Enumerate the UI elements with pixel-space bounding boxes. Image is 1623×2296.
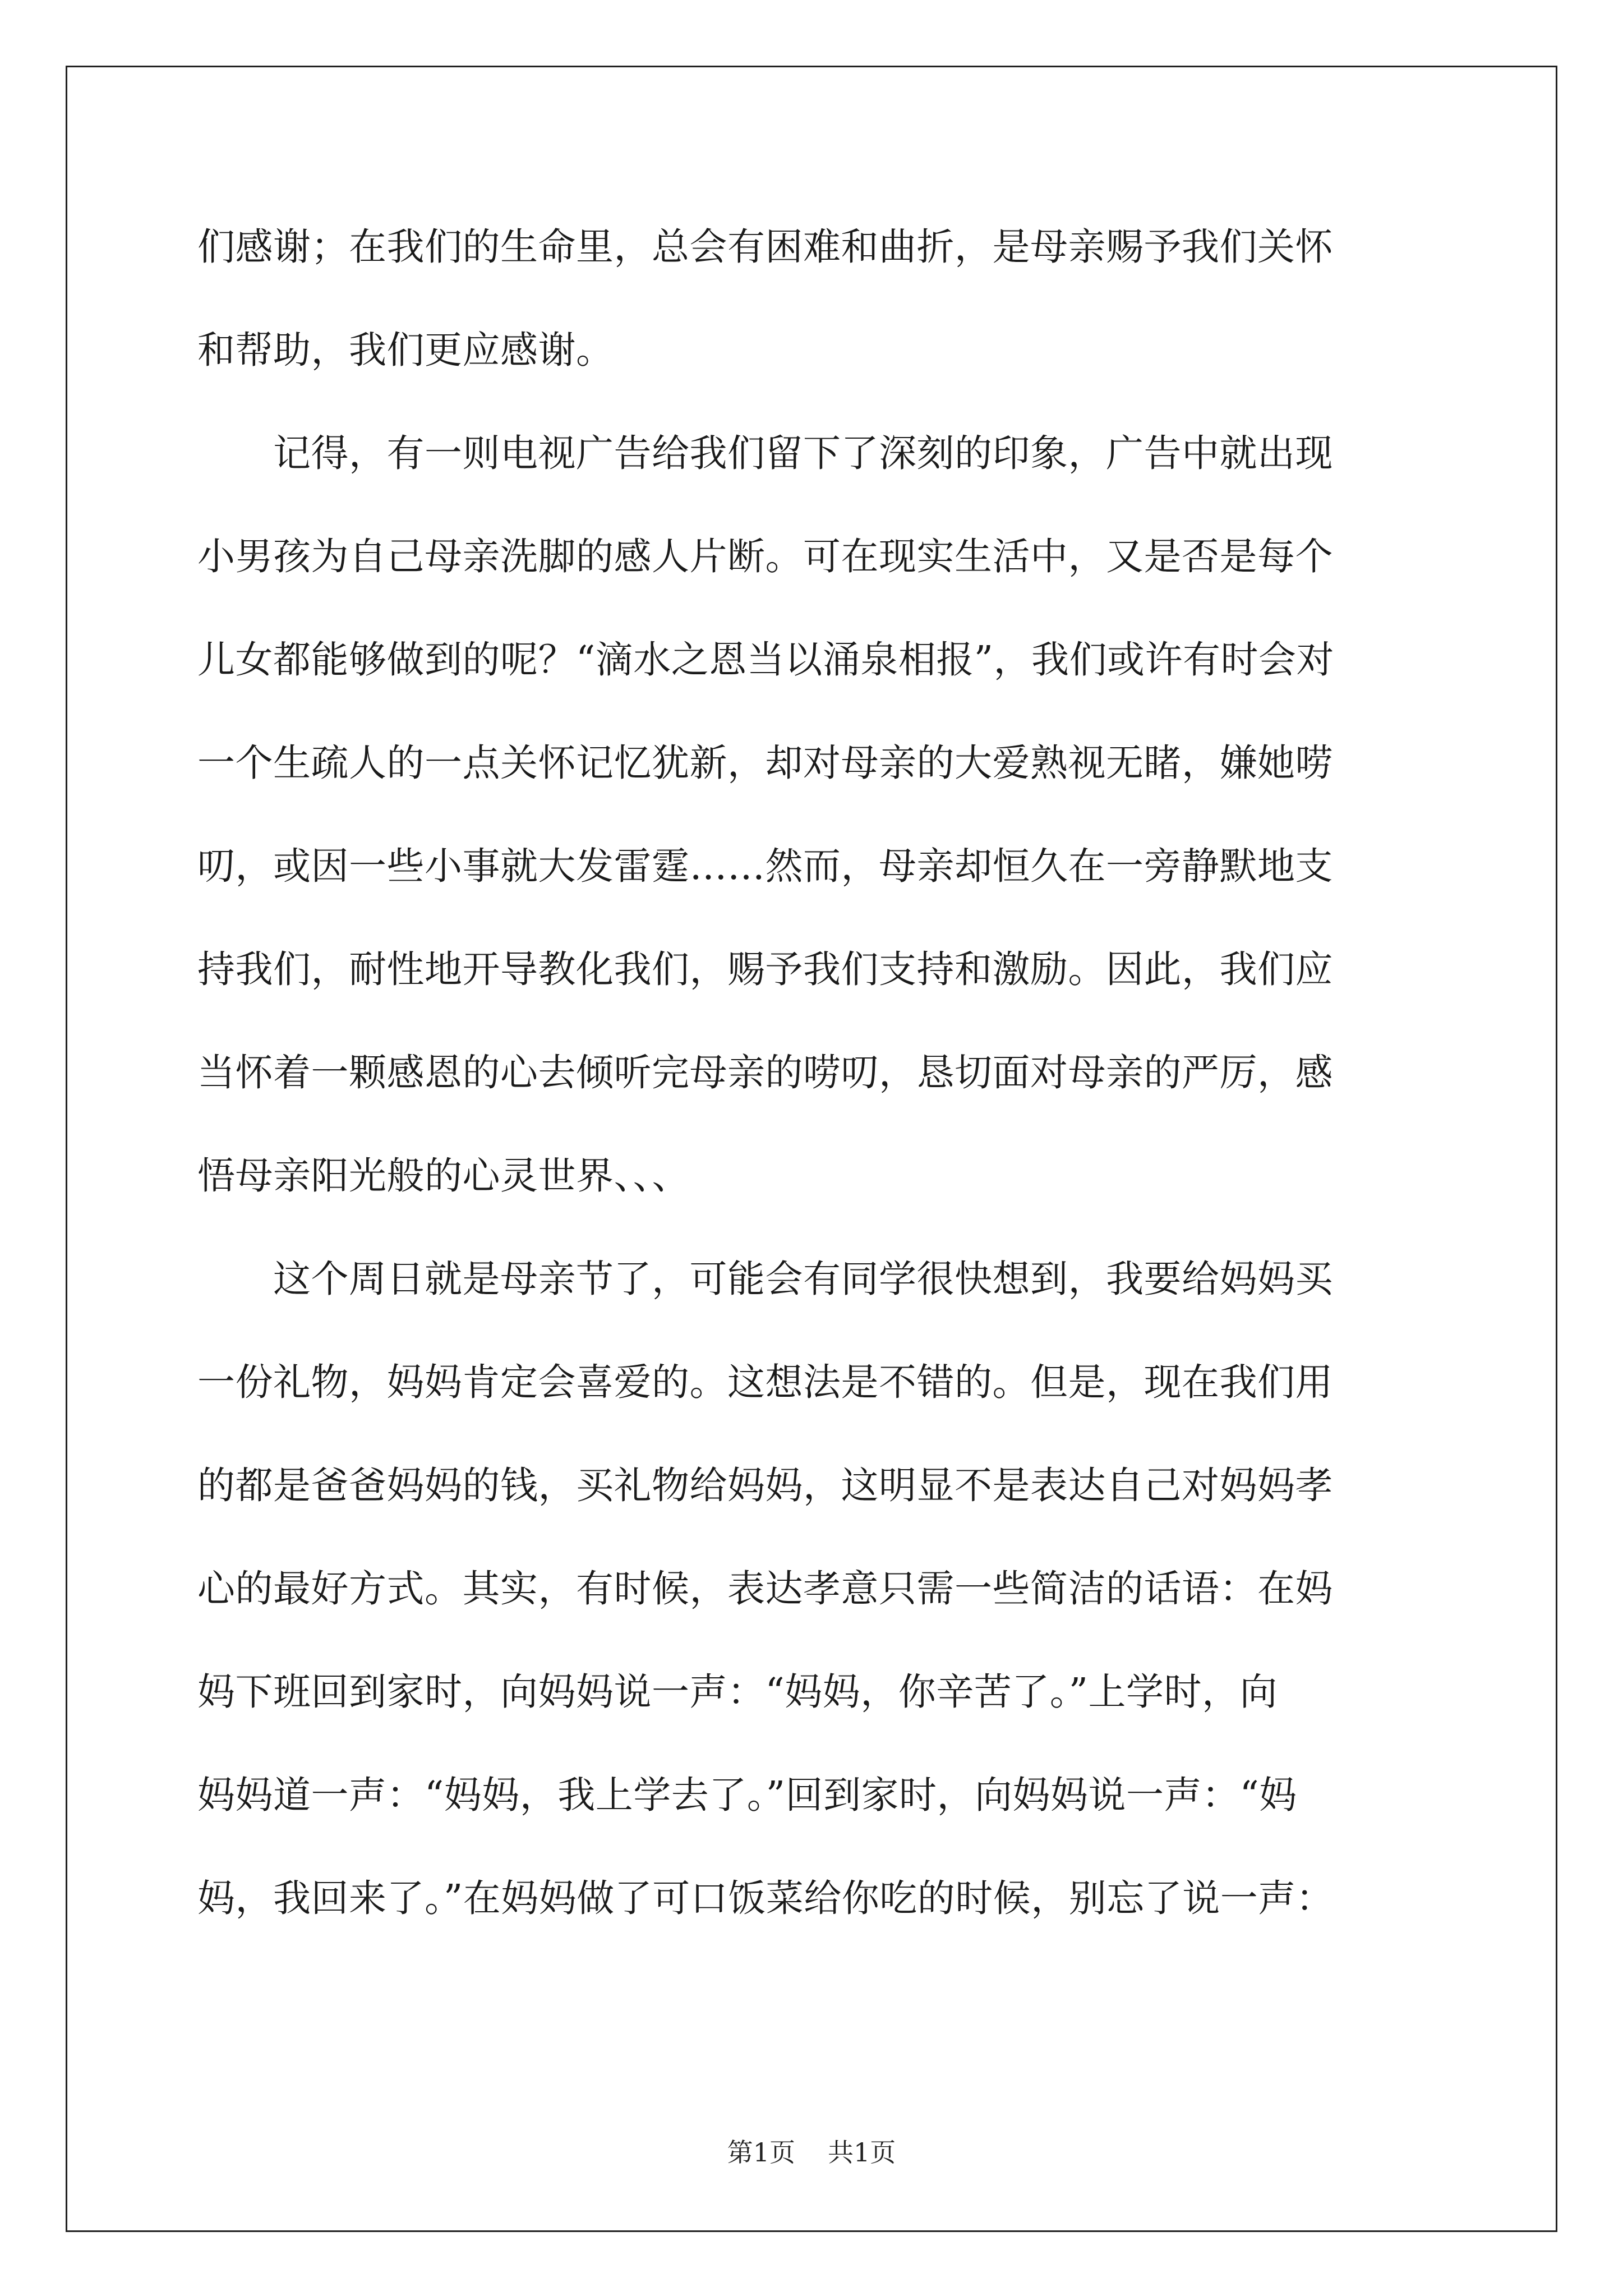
text-line: 们感谢；在我们的生命里，总会有困难和曲折，是母亲赐予我们关怀 [197,225,1333,269]
text-line: 当怀着一颗感恩的心去倾听完母亲的唠叨，恳切面对母亲的严厉，感 [197,1051,1333,1094]
text-line: 这个周日就是母亲节了，可能会有同学很快想到，我要给妈妈买 [197,1257,1333,1301]
page-footer [0,2136,1623,2169]
text-line: 叨，或因一些小事就大发雷霆……然而，母亲却恒久在一旁静默地支 [197,844,1333,888]
text-line: 一个生疏人的一点关怀记忆犹新，却对母亲的大爱熟视无睹，嫌她唠 [197,741,1333,785]
document-body [197,219,1426,1973]
text-line: 心的最好方式。其实，有时候，表达孝意只需一些简洁的话语：在妈 [197,1567,1333,1611]
text-line: 儿女都能够做到的呢？“滴水之恩当以涌泉相报”，我们或许有时会对 [197,638,1335,682]
text-line: 持我们，耐性地开导教化我们，赐予我们支持和激励。因此，我们应 [197,947,1333,991]
text-line: 妈下班回到家时，向妈妈说一声：“妈妈，你辛苦了。”上学时，向 [197,1670,1278,1714]
text-line: 一份礼物，妈妈肯定会喜爱的。这想法是不错的。但是，现在我们用 [197,1360,1333,1404]
text-line: 悟母亲阳光般的心灵世界、、、 [197,1154,690,1198]
text-line: 妈妈道一声：“妈妈，我上学去了。”回到家时，向妈妈说一声：“妈 [197,1773,1297,1817]
text-line: 的都是爸爸妈妈的钱，买礼物给妈妈，这明显不是表达自己对妈妈孝 [197,1464,1333,1507]
text-line: 小男孩为自己母亲洗脚的感人片断。可在现实生活中，又是否是每个 [197,535,1333,578]
text-line: 记得，有一则电视广告给我们留下了深刻的印象，广告中就出现 [197,431,1333,475]
page-number: 第1页 [727,2137,795,2168]
text-line: 妈，我回来了。”在妈妈做了可口饭菜给你吃的时候，别忘了说一声： [197,1876,1334,1920]
text-line: 和帮助，我们更应感谢。 [197,328,614,372]
page-total: 共1页 [828,2137,896,2168]
